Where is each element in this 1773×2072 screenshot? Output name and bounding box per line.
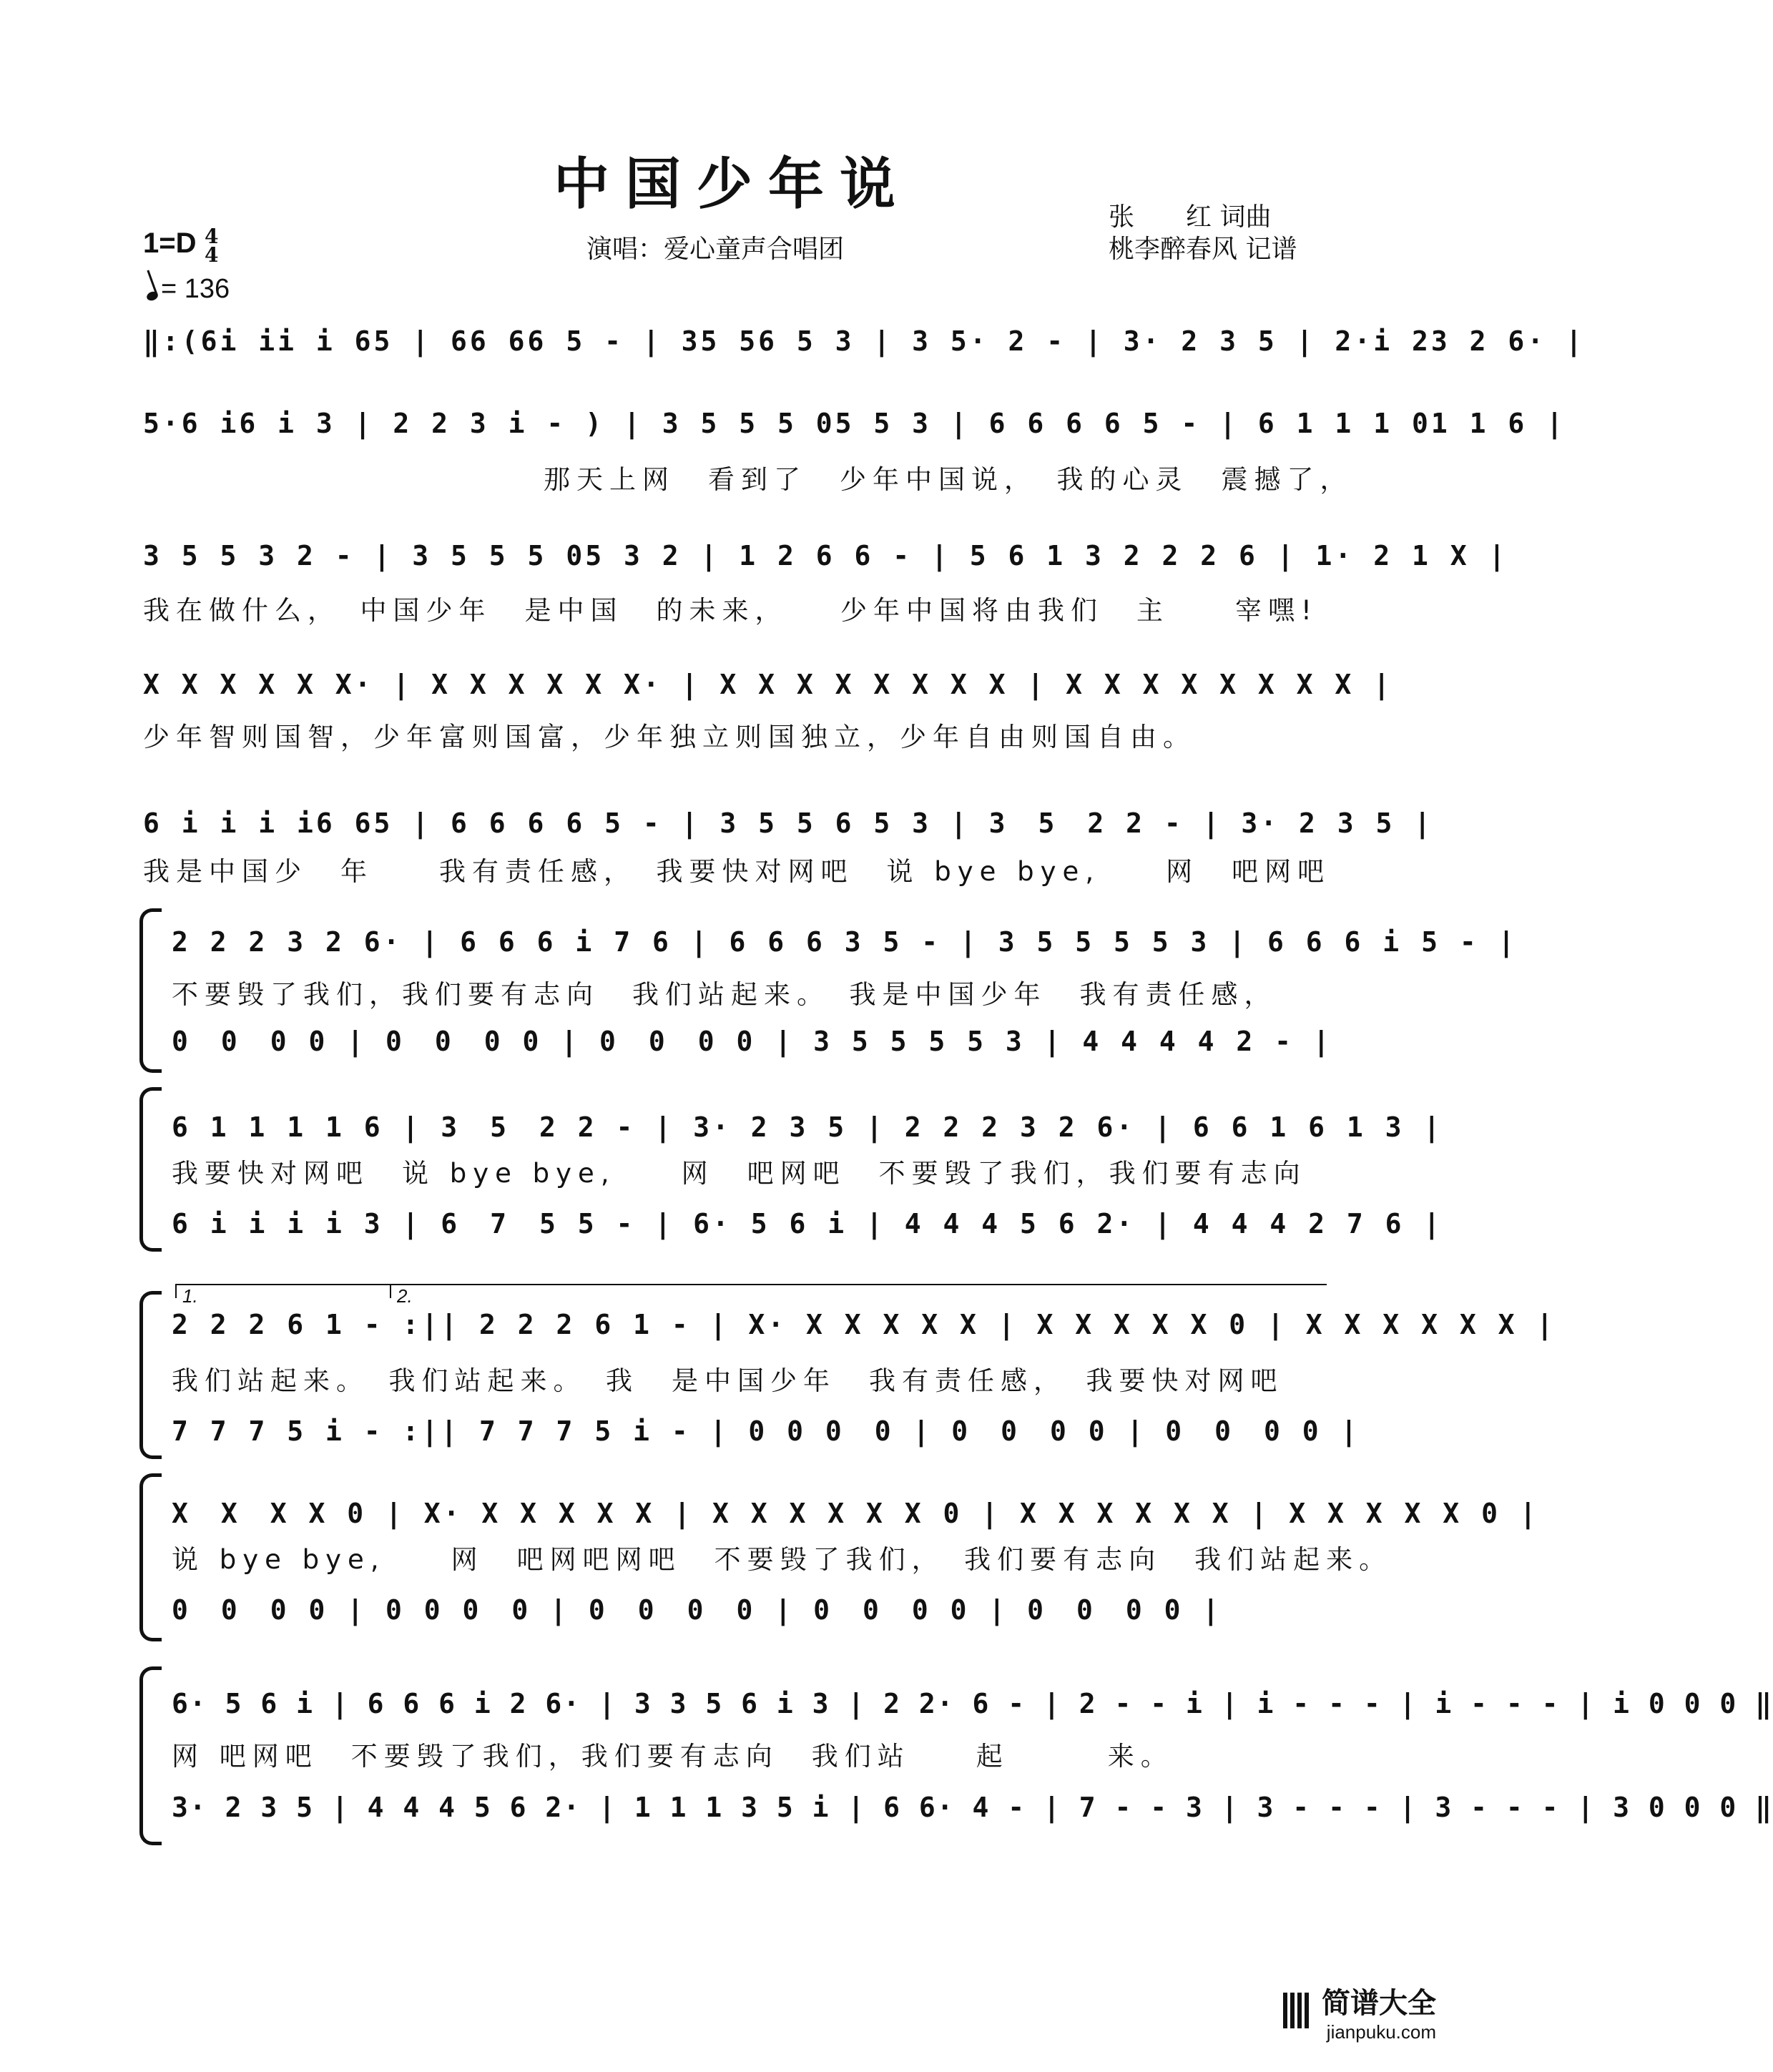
time-sig-bottom: 4	[204, 243, 219, 267]
system-3-notes: 3 5 5 3 2 - | 3 5 5 5 05 3 2 | 1 2 6 6 - | 5 6 1 3 2 2 2 6 | 1· 2 1 X |	[143, 540, 1508, 571]
site-logo-name: 简谱大全	[1322, 1988, 1436, 2019]
system-1-notes: ‖:(6i ii i 65 | 66 66 5 - | 35 56 5 3 | 3 5· 2 - | 3· 2 3 5 | 2·i 23 2 6· |	[143, 325, 1585, 357]
piano-keys-icon	[1283, 1993, 1312, 2032]
system-8-brace	[139, 1291, 162, 1459]
quarter-note-icon	[145, 290, 159, 303]
system-5-lyrics: 我是中国少 年 我有责任感， 我要快对网吧 说 bye bye, 网 吧网吧	[143, 856, 1331, 887]
performer: 演唱：爱心童声合唱团	[586, 235, 845, 264]
system-7-brace	[139, 1087, 162, 1252]
system-2-notes: 5·6 i6 i 3 | 2 2 3 i - ) | 3 5 5 5 05 5 3 | 6 6 6 6 5 - | 6 1 1 1 01 1 6 |	[143, 408, 1566, 439]
time-signature	[205, 227, 218, 265]
system-10-brace	[139, 1666, 162, 1845]
composer: 张 红 词曲	[1109, 202, 1272, 232]
system-6-brace	[139, 908, 162, 1073]
volta-1: 1.	[175, 1284, 390, 1298]
system-10-lyrics: 网 吧网吧 不要毁了我们，我们要有志向 我们站 起 来。	[172, 1741, 1174, 1772]
key-label: 1=D	[143, 227, 197, 259]
system-10-notes: 6· 5 6 i | 6 6 6 i 2 6· | 3 3 5 6 i 3 | 2 2· 6 - | 2 - - i | i - - - | i - - - | i 0 0 0 ‖	[172, 1688, 1773, 1719]
key-signature	[143, 227, 218, 265]
system-4-lyrics: 少年智则国智，少年富则国富，少年独立则国独立，少年自由则国自由。	[143, 722, 1196, 752]
system-8-lyrics: 我们站起来。 我们站起来。 我 是中国少年 我有责任感， 我要快对网吧	[172, 1365, 1284, 1396]
system-6-lyrics: 不要毁了我们，我们要有志向 我们站起来。 我是中国少年 我有责任感，	[172, 979, 1277, 1010]
system-7-lyrics: 我要快对网吧 说 bye bye, 网 吧网吧 不要毁了我们，我们要有志向	[172, 1158, 1307, 1189]
system-9-brace	[139, 1473, 162, 1641]
system-6-notes: 2 2 2 3 2 6· | 6 6 6 i 7 6 | 6 6 6 3 5 - | 3 5 5 5 5 3 | 6 6 6 i 5 - |	[172, 926, 1518, 958]
system-4-notes: X X X X X X· | X X X X X X· | X X X X X X X X | X X X X X X X X |	[143, 669, 1393, 700]
tempo-value: = 136	[161, 274, 230, 304]
system-3-lyrics: 我在做什么， 中国少年 是中国 的未来， 少年中国将由我们 主 宰嘿!	[143, 595, 1318, 626]
tempo	[147, 274, 230, 305]
system-10-harmony: 3· 2 3 5 | 4 4 4 5 6 2· | 1 1 1 3 5 i | 6 6· 4 - | 7 - - 3 | 3 - - - | 3 - - - | 3 0 0 0 ‖	[172, 1792, 1773, 1823]
song-title: 中国少年说	[553, 152, 911, 217]
system-7-harmony: 6 i i i i 3 | 6 7 5 5 - | 6· 5 6 i | 4 4 4 5 6 2· | 4 4 4 2 7 6 |	[172, 1208, 1443, 1239]
system-2-lyrics: 那天上网 看到了 少年中国说， 我的心灵 震撼了，	[544, 464, 1353, 495]
transcriber: 桃李醉春风 记谱	[1109, 235, 1297, 264]
system-8-harmony: 7 7 7 5 i - :|| 7 7 7 5 i - | 0 0 0 0 | 0 0 0 0 | 0 0 0 0 |	[172, 1415, 1360, 1447]
system-8-notes: 2 2 2 6 1 - :|| 2 2 2 6 1 - | X· X X X X X | X X X X X 0 | X X X X X X |	[172, 1309, 1556, 1340]
time-sig-top: 4	[204, 225, 219, 248]
system-7-notes: 6 1 1 1 1 6 | 3 5 2 2 - | 3· 2 3 5 | 2 2 2 3 2 6· | 6 6 1 6 1 3 |	[172, 1111, 1443, 1143]
system-9-lyrics: 说 bye bye, 网 吧网吧网吧 不要毁了我们， 我们要有志向 我们站起来。	[172, 1544, 1393, 1575]
system-9-harmony: 0 0 0 0 | 0 0 0 0 | 0 0 0 0 | 0 0 0 0 | 0 0 0 0 |	[172, 1594, 1222, 1626]
volta-2: 2.	[390, 1284, 1327, 1298]
system-9-notes: X X X X 0 | X· X X X X X | X X X X X X 0 | X X X X X X | X X X X X 0 |	[172, 1498, 1539, 1529]
site-logo-url: jianpuku.com	[1326, 2021, 1436, 2043]
system-5-notes: 6 i i i i6 65 | 6 6 6 6 5 - | 3 5 5 6 5 3 | 3 5 2 2 - | 3· 2 3 5 |	[143, 807, 1434, 839]
system-6-harmony: 0 0 0 0 | 0 0 0 0 | 0 0 0 0 | 3 5 5 5 5 3 | 4 4 4 4 2 - |	[172, 1026, 1332, 1057]
site-logo	[1283, 1980, 1436, 2043]
